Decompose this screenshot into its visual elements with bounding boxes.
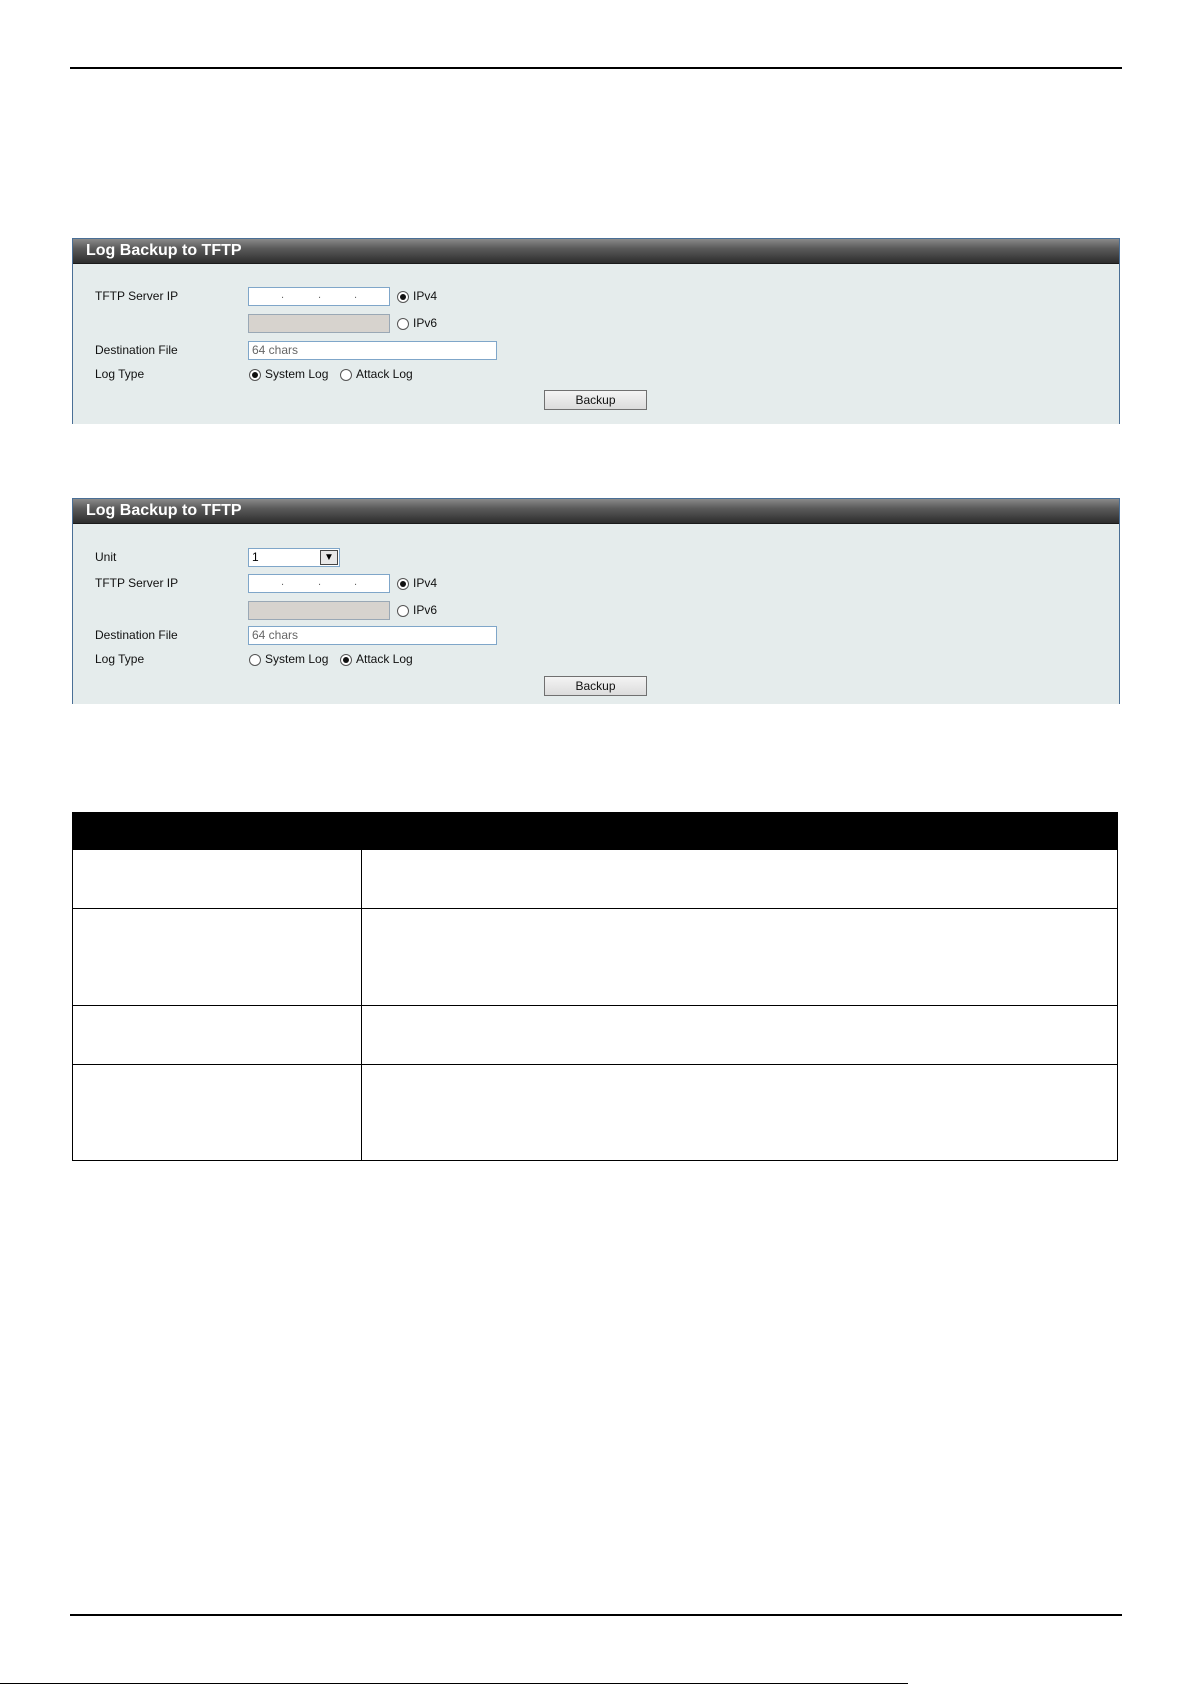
attack-log-radio[interactable] <box>340 654 352 666</box>
attack-log-label: Attack Log <box>356 652 413 666</box>
destination-file-input[interactable]: 64 chars <box>248 626 497 645</box>
log-backup-panel-2 <box>72 498 1120 704</box>
table-cell <box>73 1065 362 1161</box>
system-log-label: System Log <box>265 367 329 381</box>
table-header-row <box>73 813 1118 850</box>
footer-rule <box>70 1614 1122 1616</box>
backup-button[interactable]: Backup <box>544 676 647 696</box>
attack-log-radio[interactable] <box>340 369 352 381</box>
log-type-label: Log Type <box>95 652 145 666</box>
ipv6-address-input[interactable] <box>248 314 390 333</box>
table-cell <box>73 1006 362 1065</box>
ipv4-radio[interactable] <box>397 578 409 590</box>
destination-file-label: Destination File <box>95 343 178 357</box>
backup-button[interactable]: Backup <box>544 390 647 410</box>
table-cell <box>362 850 1118 909</box>
table-cell <box>362 909 1118 1006</box>
ipv4-label: IPv4 <box>413 576 438 590</box>
table-header-cell <box>73 813 362 850</box>
ipv6-radio[interactable] <box>397 318 409 330</box>
system-log-label: System Log <box>265 652 329 666</box>
header-rule <box>70 67 1122 69</box>
log-backup-panel-1 <box>72 238 1120 424</box>
ipv6-label: IPv6 <box>413 316 438 330</box>
tftp-server-ip-label: TFTP Server IP <box>95 576 179 590</box>
chevron-down-icon[interactable]: ▼ <box>320 550 338 565</box>
system-log-radio[interactable] <box>249 369 261 381</box>
table-cell <box>73 850 362 909</box>
attack-log-label: Attack Log <box>356 367 413 381</box>
ipv4-address-input[interactable]: . . . <box>248 287 390 306</box>
log-type-label: Log Type <box>95 367 145 381</box>
panel-title: Log Backup to TFTP <box>73 499 1119 524</box>
table-cell <box>362 1006 1118 1065</box>
unit-value: 1 <box>252 550 259 564</box>
ipv4-label: IPv4 <box>413 289 438 303</box>
table-row <box>73 1006 1118 1065</box>
panel-title: Log Backup to TFTP <box>73 239 1119 264</box>
parameter-table <box>72 812 1118 1161</box>
table-cell <box>73 909 362 1006</box>
system-log-radio[interactable] <box>249 654 261 666</box>
table-header-cell <box>362 813 1118 850</box>
tftp-server-ip-label: TFTP Server IP <box>95 289 179 303</box>
table-cell <box>362 1065 1118 1161</box>
ipv4-radio[interactable] <box>397 291 409 303</box>
destination-file-label: Destination File <box>95 628 178 642</box>
unit-select[interactable] <box>248 548 340 567</box>
ipv6-radio[interactable] <box>397 605 409 617</box>
table-row <box>73 909 1118 1006</box>
table-row <box>73 1065 1118 1161</box>
ipv6-address-input[interactable] <box>248 601 390 620</box>
destination-file-input[interactable]: 64 chars <box>248 341 497 360</box>
ipv6-label: IPv6 <box>413 603 438 617</box>
ipv4-address-input[interactable]: . . . <box>248 574 390 593</box>
unit-label: Unit <box>95 550 117 564</box>
table-row <box>73 850 1118 909</box>
